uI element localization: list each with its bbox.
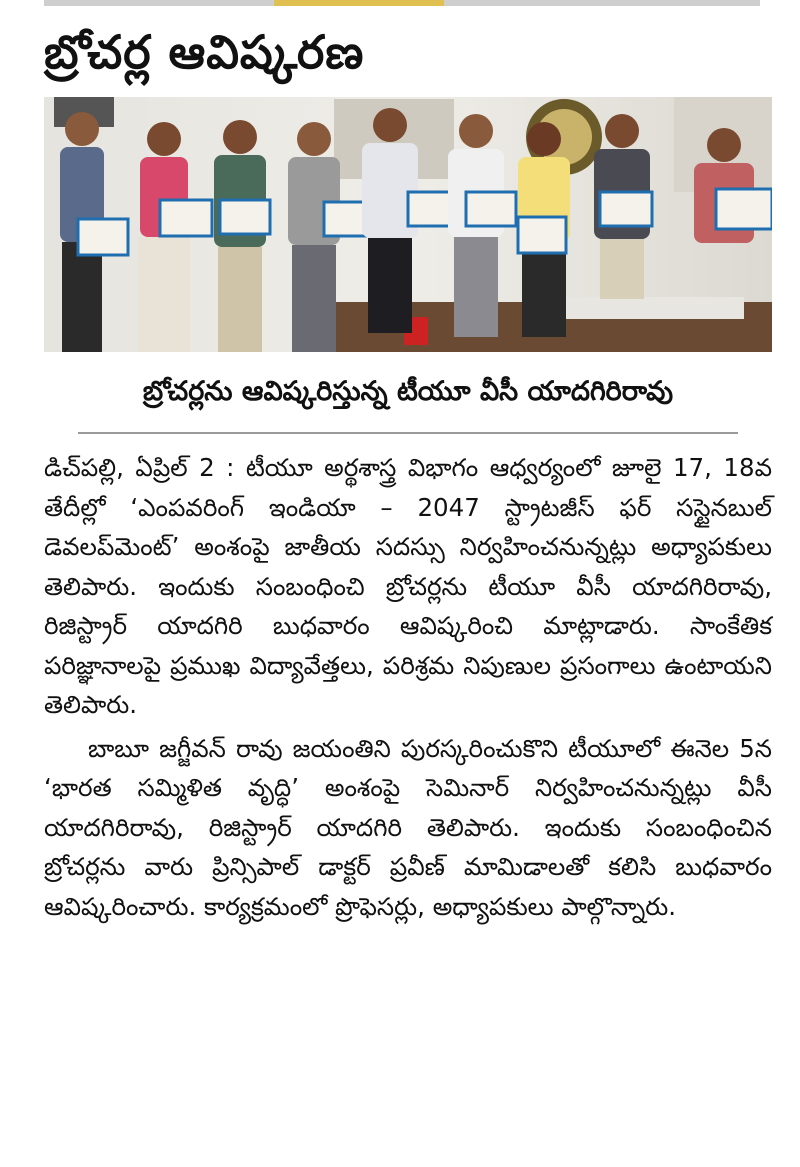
photo-caption: బ్రోచర్లను ఆవిష్కరిస్తున్న టీయూ వీసీ యాదగిరిరావు xyxy=(142,376,674,407)
group-photo xyxy=(44,97,772,352)
caption-divider xyxy=(78,432,738,434)
article-body xyxy=(44,448,772,926)
article-paragraph: డిచ్‌పల్లి, ఏప్రిల్ 2 : టీయూ అర్థశాస్త్ర విభాగం ఆధ్వర్యంలో జూలై 17, 18వ తేదీల్లో ‘ఎంపవరింగ్ ఇండియా – 2047 స్ట్రాటజీస్ ఫర్ సస్టైనబుల్ డెవలప్‌మెంట్’ అంశంపై జాతీయ సదస్సు నిర్వహించనున్నట్లు అధ్యాపకులు తెలిపారు. ఇందుకు సంబంధించి బ్రోచర్లను టీయూ వీసీ యాదగిరిరావు, రిజిస్ట్రార్ యాదగిరి బుధవారం ఆవిష్కరించి మాట్లాడారు. సాంకేతిక పరిజ్ఞానాలపై ప్రముఖ విద్యావేత్తలు, పరిశ్రమ నిపుణుల ప్రసంగాలు ఉంటాయని తెలిపారు. xyxy=(44,453,772,719)
group-photo-icon xyxy=(44,97,772,352)
top-rule xyxy=(44,0,760,6)
article-paragraph: బాబూ జగ్జీవన్ రావు జయంతిని పురస్కరించుకొని టీయూలో ఈనెల 5న ‘భారత సమ్మిళిత వృద్ధి’ అంశంపై సెమినార్ నిర్వహించనున్నట్లు వీసీ యాదగిరిరావు, రిజిస్ట్రార్ యాదగిరి తెలిపారు. ఇందుకు సంబంధించిన బ్రోచర్లను వారు ప్రిన్సిపాల్ డాక్టర్ ప్రవీణ్ మామిడాలతో కలిసి బుధవారం ఆవిష్కరించారు. కార్యక్రమంలో ప్రొఫెసర్లు, అధ్యాపకులు పాల్గొన్నారు. xyxy=(44,733,772,921)
headline: బ్రోచర్ల ఆవిష్కరణ xyxy=(44,25,365,79)
top-rule-accent xyxy=(274,0,444,6)
